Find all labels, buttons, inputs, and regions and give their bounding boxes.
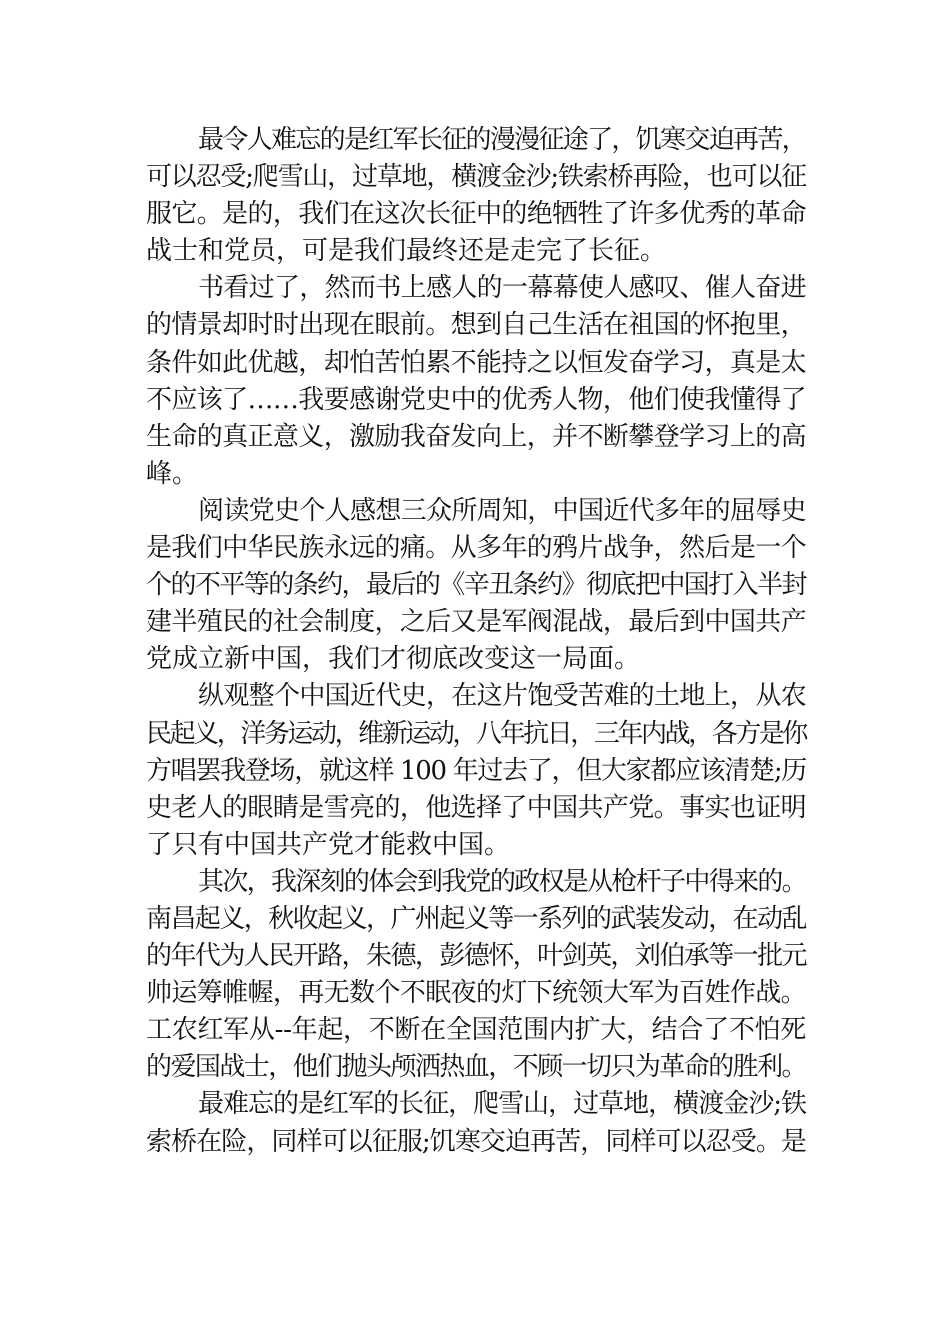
text-line: 个的不平等的条约，最后的《辛丑条约》彻底把中国打入半封 [146, 570, 806, 601]
text-line: 最令人难忘的是红军长征的漫漫征途了，饥寒交迫再苦， [198, 125, 806, 155]
text-line: 索桥在险，同样可以征服;饥寒交迫再苦，同样可以忍受。是 [146, 1126, 806, 1157]
text-line: 最难忘的是红军的长征，爬雪山，过草地，横渡金沙;铁 [198, 1089, 806, 1120]
text-line: 史老人的眼睛是雪亮的，他选择了中国共产党。事实也证明 [146, 792, 806, 823]
text-line: 是我们中华民族永远的痛。从多年的鸦片战争，然后是一个 [146, 533, 806, 564]
text-line: 其次，我深刻的体会到我党的政权是从枪杆子中得来的。 [198, 866, 806, 897]
text-line: 的情景却时时出现在眼前。想到自己生活在祖国的怀抱里， [146, 310, 806, 341]
text-line: 战士和党员，可是我们最终还是走完了长征。 [146, 236, 667, 267]
text-line: 方唱罢我登场，就这样 100 年过去了，但大家都应该清楚;历 [146, 755, 806, 786]
text-line: 南昌起义，秋收起义，广州起义等一系列的武装发动，在动乱 [146, 903, 806, 934]
text-line: 生命的真正意义，激励我奋发向上，并不断攀登学习上的高 [146, 421, 806, 452]
text-line: 峰。 [146, 458, 199, 489]
text-line: 条件如此优越，却怕苦怕累不能持之以恒发奋学习，真是太 [146, 347, 806, 378]
document-body [146, 122, 806, 1161]
text-line: 党成立新中国，我们才彻底改变这一局面。 [146, 644, 641, 675]
text-line: 书看过了，然而书上感人的一幕幕使人感叹、催人奋进 [198, 273, 806, 304]
text-line: 民起义，洋务运动，维新运动，八年抗日，三年内战，各方是你 [146, 718, 806, 749]
text-line: 阅读党史个人感想三众所周知，中国近代多年的屈辱史 [198, 495, 806, 526]
text-line: 帅运筹帷幄，再无数个不眠夜的灯下统领大军为百姓作战。 [146, 978, 806, 1009]
text-line: 不应该了……我要感谢党史中的优秀人物，他们使我懂得了 [146, 384, 806, 415]
text-line: 建半殖民的社会制度，之后又是军阀混战，最后到中国共产 [146, 607, 806, 638]
text-line: 纵观整个中国近代史，在这片饱受苦难的土地上，从农 [198, 681, 806, 712]
text-line: 的爱国战士，他们抛头颅洒热血，不顾一切只为革命的胜利。 [146, 1052, 806, 1083]
text-line: 工农红军从--年起，不断在全国范围内扩大，结合了不怕死 [146, 1015, 806, 1046]
text-line: 的年代为人民开路，朱德，彭德怀，叶剑英，刘伯承等一批元 [146, 941, 806, 972]
text-line: 服它。是的，我们在这次长征中的绝牺牲了许多优秀的革命 [146, 199, 806, 230]
text-line: 可以忍受;爬雪山，过草地，横渡金沙;铁索桥再险，也可以征 [146, 162, 806, 193]
text-line: 了只有中国共产党才能救中国。 [146, 829, 511, 860]
